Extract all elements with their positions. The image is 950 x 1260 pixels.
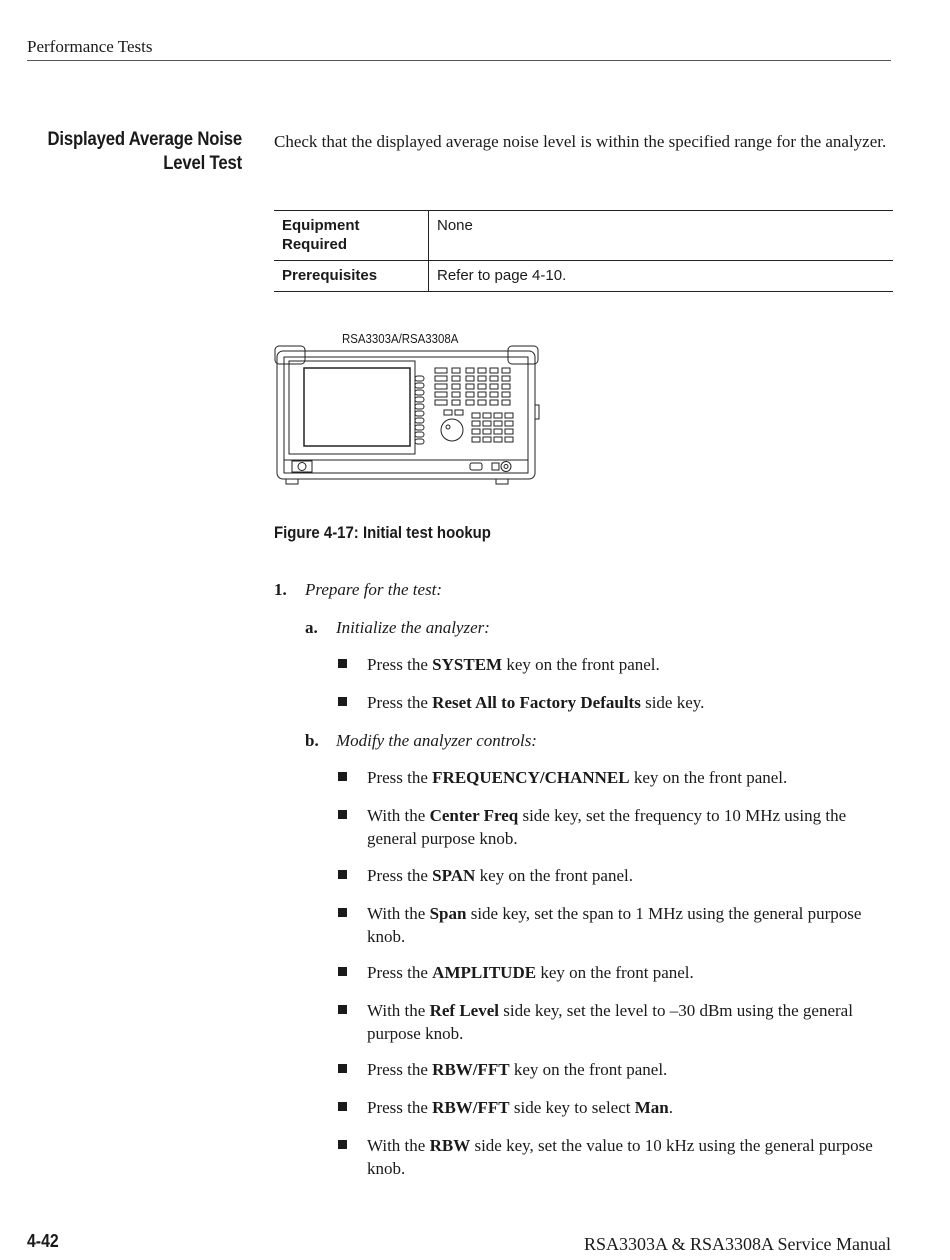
bullet-text: side key, set the span to 1 MHz using the general purpose knob. xyxy=(367,904,862,946)
key-name: Reset All to Factory Defaults xyxy=(432,693,641,712)
key-name: RBW/FFT xyxy=(432,1060,510,1079)
table-row xyxy=(274,261,893,292)
running-head: Performance Tests xyxy=(27,37,153,56)
step-1 xyxy=(274,578,442,601)
step-number: 1. xyxy=(274,580,287,599)
key-name: FREQUENCY/CHANNEL xyxy=(432,768,630,787)
bullet-square-icon xyxy=(338,908,347,917)
bullet-text: side key, set the frequency to 10 MHz using the general purpose knob. xyxy=(367,806,847,848)
requirements-table xyxy=(274,210,893,292)
section-heading xyxy=(47,128,242,176)
section-heading-line1: Displayed Average Noise xyxy=(47,129,243,150)
bullet-text: With the xyxy=(367,904,430,923)
label-line2: Required xyxy=(282,236,348,253)
table-label-cell xyxy=(274,211,429,261)
manual-title: RSA3303A & RSA3308A Service Manual xyxy=(583,1234,891,1254)
bullet-square-icon xyxy=(338,967,347,976)
key-name: RBW xyxy=(429,1136,471,1155)
bullet-text: Press the xyxy=(367,655,433,674)
key-name: Man xyxy=(634,1098,669,1117)
bullet-item xyxy=(367,999,887,1045)
bullet-item xyxy=(367,1058,887,1081)
bullet-text: Press the xyxy=(367,1060,433,1079)
label-line1: Prerequisites xyxy=(282,267,378,284)
bullet-square-icon xyxy=(338,659,347,668)
page-number: 4-42 xyxy=(27,1231,59,1251)
bullet-text: key on the front panel. xyxy=(629,768,788,787)
bullet-square-icon xyxy=(338,870,347,879)
bullet-text: With the xyxy=(367,806,430,825)
bullet-text: key on the front panel. xyxy=(536,963,694,982)
bullet-text: key on the front panel. xyxy=(475,866,633,885)
bullet-square-icon xyxy=(338,1005,347,1014)
key-name: SYSTEM xyxy=(432,655,503,674)
bullet-square-icon xyxy=(338,697,347,706)
key-name: RBW/FFT xyxy=(432,1098,510,1117)
bullet-item xyxy=(367,961,887,984)
bullet-text: key on the front panel. xyxy=(509,1060,668,1079)
bullet-text: Press the xyxy=(367,866,433,885)
header-rule xyxy=(27,60,891,61)
bullet-text: . xyxy=(668,1098,673,1117)
key-name: SPAN xyxy=(432,866,476,885)
label-line1: Equipment xyxy=(282,217,360,234)
bullet-text: side key, set the value to 10 kHz using the general purpose knob. xyxy=(367,1136,873,1178)
key-name: Center Freq xyxy=(429,806,519,825)
key-name: AMPLITUDE xyxy=(432,963,537,982)
substep-a xyxy=(305,616,490,639)
bullet-square-icon xyxy=(338,1102,347,1111)
device-label: RSA3303A/RSA3308A xyxy=(342,331,459,346)
bullet-square-icon xyxy=(338,1140,347,1149)
bullet-item xyxy=(367,902,887,948)
bullet-item xyxy=(367,864,887,887)
section-heading-line2: Level Test xyxy=(163,153,242,174)
bullet-text: Press the xyxy=(367,1098,433,1117)
key-name: Ref Level xyxy=(429,1001,499,1020)
bullet-item xyxy=(367,766,887,789)
bullet-item xyxy=(367,804,887,850)
bullet-square-icon xyxy=(338,1064,347,1073)
bullet-text: side key to select xyxy=(509,1098,635,1117)
bullet-text: side key, set the level to –30 dBm using the general purpose knob. xyxy=(367,1001,853,1043)
substep-letter: a. xyxy=(305,618,318,637)
bullet-square-icon xyxy=(338,772,347,781)
substep-b xyxy=(305,729,537,752)
bullet-text: Press the xyxy=(367,768,433,787)
intro-paragraph: Check that the displayed average noise level is within the specified range for the analyzer. xyxy=(274,132,887,151)
key-name: Span xyxy=(429,904,467,923)
step-text: Prepare for the test: xyxy=(305,580,443,599)
bullet-text: key on the front panel. xyxy=(502,655,660,674)
bullet-item xyxy=(367,691,887,714)
bullet-square-icon xyxy=(338,810,347,819)
table-value-cell: Refer to page 4-10. xyxy=(437,267,567,284)
bullet-text: side key. xyxy=(640,693,705,712)
substep-text: Initialize the analyzer: xyxy=(336,618,490,637)
analyzer-illustration xyxy=(272,343,542,489)
bullet-item xyxy=(367,1134,887,1180)
substep-letter: b. xyxy=(305,731,319,750)
bullet-text: Press the xyxy=(367,963,433,982)
table-label-cell xyxy=(274,261,429,292)
bullet-text: Press the xyxy=(367,693,433,712)
bullet-item xyxy=(367,1096,887,1119)
table-row xyxy=(274,211,893,261)
table-value-cell: None xyxy=(437,217,473,234)
bullet-text: With the xyxy=(367,1136,430,1155)
substep-text: Modify the analyzer controls: xyxy=(336,731,537,750)
bullet-item xyxy=(367,653,887,676)
bullet-text: With the xyxy=(367,1001,430,1020)
figure-caption: Figure 4-17: Initial test hookup xyxy=(274,523,491,542)
